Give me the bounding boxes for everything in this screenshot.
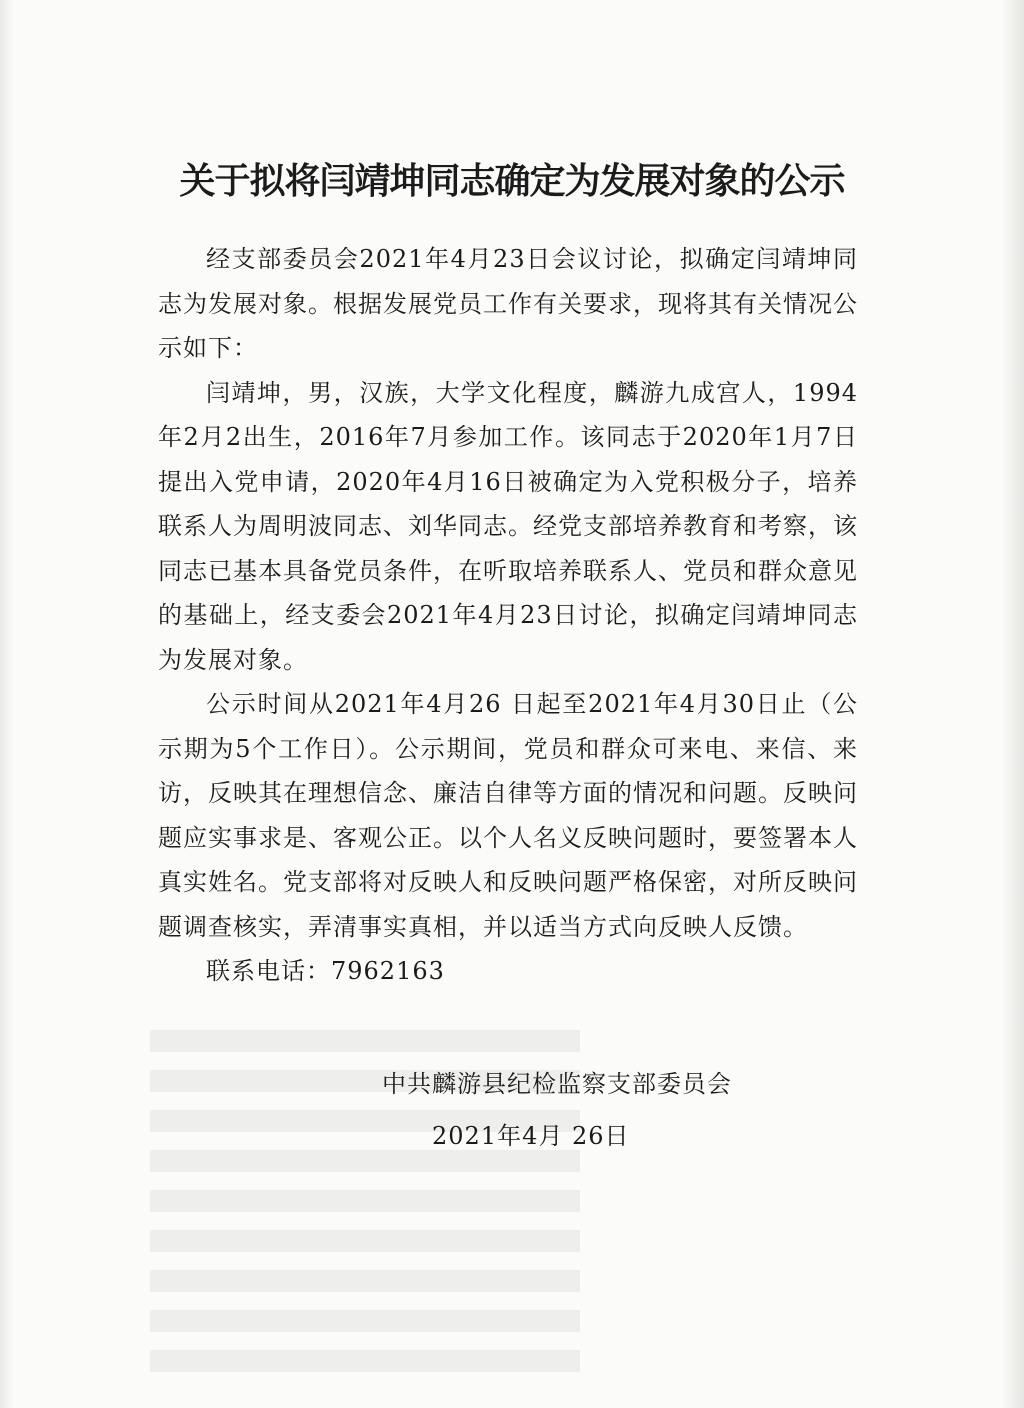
issue-date: 2021年4月 26日 (432, 1122, 630, 1150)
paragraph-candidate-info: 闫靖坤，男，汉族，大学文化程度，麟游九成宫人，1994年2月2出生，2016年7月参加工作。该同志于2020年1月7日提出入党申请，2020年4月16日被确定为入党积极分子，培养联系人为周明波同志、刘华同志。经党支部培养教育和考察，该同志已基本具备党员条件，在听取培养联系人、党员和群众意见的基础上，经支委会2021年4月23日讨论，拟确定闫靖坤同志为发展对象。 (158, 378, 858, 674)
scan-shadow-left (0, 0, 14, 1408)
issuing-organization: 中共麟游县纪检监察支部委员会 (382, 1070, 732, 1098)
paragraph-contact-phone: 联系电话：7962163 (206, 957, 445, 985)
paragraph-intro: 经支部委员会2021年4月23日会议讨论，拟确定闫靖坤同志为发展对象。根据发展党员工作有关要求，现将其有关情况公示如下： (158, 245, 858, 362)
paragraph-publicity-period: 公示时间从2021年4月26 日起至2021年4月30日止（公示期为5个工作日）。公示期间，党员和群众可来电、来信、来访，反映其在理想信念、廉洁自律等方面的情况和问题。反映问题应实事求是、客观公正。以个人名义反映问题时，要签署本人真实姓名。党支部将对反映人和反映问题严格保密，对所反映问题调查核实，弄清事实真相，并以适当方式向反映人反馈。 (158, 690, 858, 941)
signature-block (360, 1058, 780, 1162)
document-body (158, 237, 858, 994)
scan-shadow-right (1002, 0, 1024, 1408)
document-title: 关于拟将闫靖坤同志确定为发展对象的公示 (179, 161, 845, 202)
